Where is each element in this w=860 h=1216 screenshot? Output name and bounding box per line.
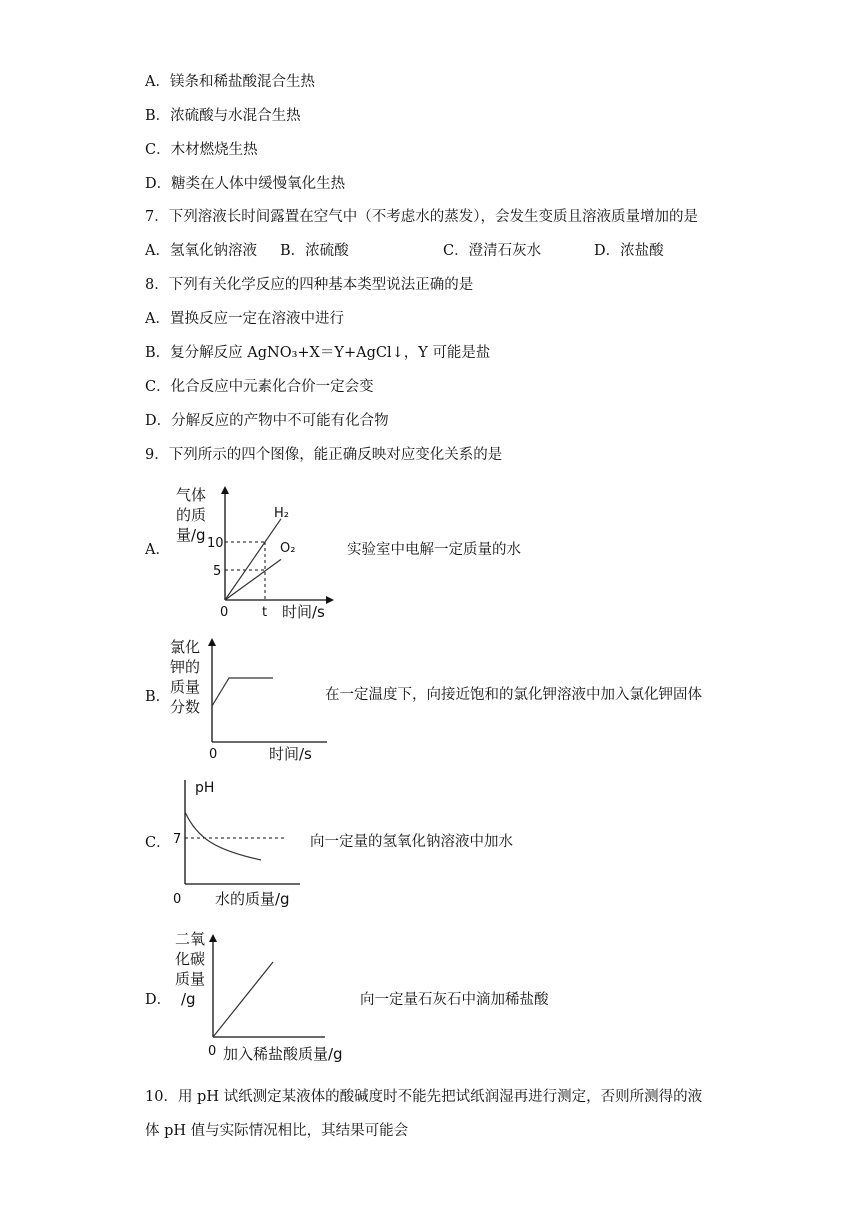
graph-b-xlabel: 时间/s [269,745,312,763]
q8-option-d: D．分解反应的产物中不可能有化合物 [145,413,389,429]
graph-c-ytick-7: 7 [173,832,182,847]
graph-b-ylabel-1: 氯化 [170,638,201,656]
graph-d-y-arrow [209,934,217,942]
q7-option-d: D．浓盐酸 [594,243,664,259]
graph-d-ylabel-4: /g [181,990,196,1008]
graph-a-line-h2 [225,519,281,600]
graph-a-caption: 实验室中电解一定质量的水 [347,542,521,558]
graph-b-ylabel-3: 质量 [170,678,201,696]
graph-d-xlabel: 加入稀盐酸质量/g [223,1045,343,1063]
graph-a-ytick-10: 10 [207,536,224,551]
graph-c-letter: C． [145,835,171,851]
graph-c-origin: 0 [173,892,182,907]
graph-b-ylabel-4: 分数 [170,698,201,716]
q8-stem: 8．下列有关化学反应的四种基本类型说法正确的是 [145,277,474,293]
graph-d-ylabel-3: 质量 [175,970,206,988]
graph-a-ylabel-3: 量/g [176,526,206,544]
q7-option-b: B．浓硫酸 [280,243,349,259]
q9-stem: 9．下列所示的四个图像，能正确反映对应变化关系的是 [145,447,503,463]
q10-line-1: 10．用 pH 试纸测定某液体的酸碱度时不能先把试纸润湿再进行测定，否则所测得的液 [145,1089,703,1105]
graph-b-caption: 在一定温度下，向接近饱和的氯化钾溶液中加入氯化钾固体 [325,687,702,703]
graph-a-ylabel-1: 气体 [176,486,207,504]
q10-line-2: 体 pH 值与实际情况相比，其结果可能会 [145,1123,409,1139]
graph-a [170,480,340,625]
graph-a-line-o2 [225,559,281,600]
graph-a-xlabel: 时间/s [282,603,325,621]
graph-d-ylabel-1: 二氧 [175,930,206,948]
q6-option-c: C．木材燃烧生热 [145,142,258,158]
graph-a-xtick-t: t [262,605,268,620]
graph-d [165,922,350,1067]
graph-b [165,630,345,770]
graph-c-ylabel: pH [195,780,215,796]
graph-a-y-arrow [221,486,229,494]
graph-d-origin: 0 [208,1044,217,1059]
graph-c-curve [185,812,261,860]
q6-option-d: D．糖类在人体中缓慢氧化生热 [145,176,346,192]
graph-d-ylabel-2: 化碳 [175,950,206,968]
q7-stem: 7．下列溶液长时间露置在空气中（不考虑水的蒸发），会发生变质且溶液质量增加的是 [145,209,698,225]
q8-option-b: B．复分解反应 AgNO₃+X＝Y+AgCl↓，Y 可能是盐 [145,345,491,361]
graph-b-y-arrow [208,638,216,646]
q8-option-a: A．置换反应一定在溶液中进行 [145,311,344,327]
graph-a-ytick-5: 5 [213,564,222,579]
graph-a-label-h2: H₂ [274,506,289,521]
graph-a-origin: 0 [220,605,229,620]
graph-b-letter: B． [145,689,171,705]
q6-option-b: B．浓硫酸与水混合生热 [145,108,301,124]
q7-option-a: A．氢氧化钠溶液 [145,243,257,259]
graph-a-letter: A． [145,542,170,558]
graph-a-ylabel-2: 的质 [176,506,207,524]
graph-d-caption: 向一定量石灰石中滴加稀盐酸 [360,992,549,1008]
graph-c-caption: 向一定量的氢氧化钠溶液中加水 [310,834,513,850]
graph-d-line [213,962,273,1037]
graph-b-ylabel-2: 钾的 [170,658,201,676]
graph-c-xlabel: 水的质量/g [215,890,290,908]
graph-d-letter: D． [145,992,172,1008]
q7-option-c: C．澄清石灰水 [443,243,542,259]
graph-a-label-o2: O₂ [280,541,296,556]
q6-option-a: A．镁条和稀盐酸混合生热 [145,74,315,90]
graph-a-x-arrow [326,596,334,604]
graph-b-origin: 0 [209,747,218,762]
graph-b-curve [212,678,273,706]
q8-option-c: C．化合反应中元素化合价一定会变 [145,379,374,395]
